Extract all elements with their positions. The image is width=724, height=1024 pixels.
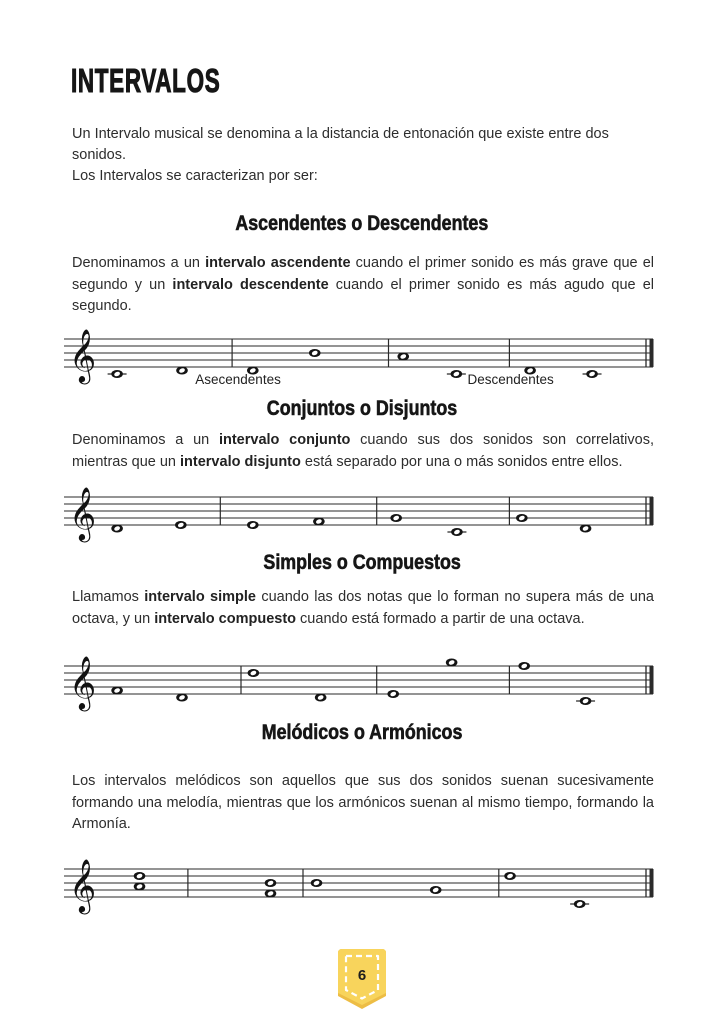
text-run: Llamamos xyxy=(72,589,145,605)
treble-clef-icon: 𝄞 xyxy=(69,655,97,709)
text-run: cuando las dos notas que lo forman no supera más de una octava, y un xyxy=(72,589,654,627)
music-staff-melodicos xyxy=(64,858,654,912)
section-paragraph-melodicos xyxy=(72,771,654,836)
section-heading-text: Ascendentes o Descendentes xyxy=(235,212,489,235)
bold-term: intervalo descendente xyxy=(172,276,329,293)
text-run: está separado por una o más sonidos entre ellos. xyxy=(300,453,623,470)
final-barline-thick xyxy=(650,666,654,694)
bold-term: intervalo compuesto xyxy=(154,610,297,627)
section-heading-text: Conjuntos o Disjuntos xyxy=(266,397,458,420)
section-heading-conjuntos xyxy=(0,397,724,421)
final-barline-thick xyxy=(650,339,654,367)
text-run: cuando el primer sonido es más grave que el segundo y un xyxy=(72,255,655,293)
section-paragraph-conjuntos xyxy=(72,430,654,473)
section-heading-text: Melódicos o Armónicos xyxy=(261,721,463,744)
final-barline-thick xyxy=(650,869,654,897)
text-run: Denominamos a un xyxy=(72,255,206,271)
page-title xyxy=(71,62,291,100)
intro-line-1: Un Intervalo musical se denomina a la distancia de entonación que existe entre dos sonidos. xyxy=(72,126,609,163)
section-heading-simples xyxy=(0,551,724,575)
section-heading-melodicos xyxy=(0,721,724,745)
treble-clef-icon: 𝄞 xyxy=(69,858,97,912)
section-paragraph-ascendentes xyxy=(72,253,654,318)
bold-term: intervalo disjunto xyxy=(180,453,301,470)
section-heading-ascendentes xyxy=(0,212,724,236)
staff-label: Asecendentes xyxy=(195,372,281,387)
bold-term: intervalo simple xyxy=(144,589,256,605)
page-title-text: INTERVALOS xyxy=(71,62,221,99)
text-run: cuando el primer sonido es más agudo que el segundo. xyxy=(72,276,655,314)
intro-paragraph xyxy=(72,124,654,187)
text-run: Denominamos a un xyxy=(72,432,219,448)
bold-term: intervalo ascendente xyxy=(205,255,351,271)
music-staff-ascendentes xyxy=(64,330,654,390)
section-paragraph-simples xyxy=(72,587,654,630)
text-run: Los intervalos melódicos son aquellos que sus dos sonidos suenan sucesivamente formando una melodía, mientras que los armónicos suenan al mismo tiempo, formando la Armonía. xyxy=(72,773,654,832)
text-run: cuando está formado a partir de una octava. xyxy=(296,610,585,627)
music-staff-simples xyxy=(64,655,654,709)
final-barline-thick xyxy=(650,497,654,525)
page-number: 6 xyxy=(357,967,367,984)
page-number-badge xyxy=(338,949,386,1011)
section-heading-text: Simples o Compuestos xyxy=(263,551,461,574)
treble-clef-icon: 𝄞 xyxy=(69,328,97,382)
music-staff-conjuntos xyxy=(64,486,654,540)
text-run: cuando sus dos sonidos son correlativos, mientras que un xyxy=(72,432,654,470)
treble-clef-icon: 𝄞 xyxy=(69,486,97,540)
intro-line-2: Los Intervalos se caracterizan por ser: xyxy=(72,168,318,184)
bold-term: intervalo conjunto xyxy=(218,432,351,448)
staff-label: Descendentes xyxy=(467,372,554,387)
